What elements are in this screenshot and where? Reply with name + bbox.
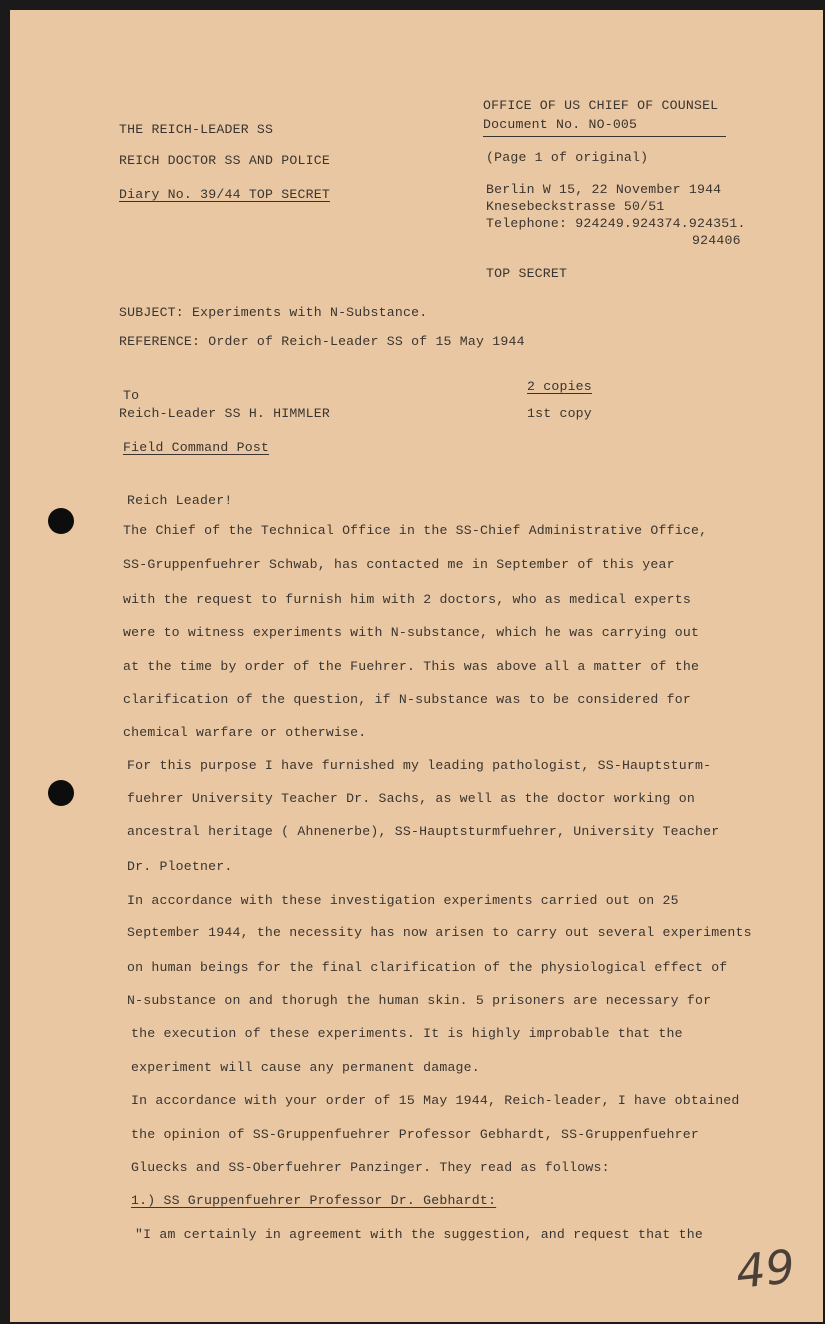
punch-hole-bottom bbox=[48, 780, 74, 806]
body-line: Dr. Ploetner. bbox=[127, 859, 233, 874]
diary-number: Diary No. 39/44 TOP SECRET bbox=[119, 187, 330, 202]
copies-count: 2 copies bbox=[527, 379, 592, 394]
body-line: September 1944, the necessity has now arisen to carry out several experiments bbox=[127, 925, 752, 940]
classification: TOP SECRET bbox=[486, 266, 568, 281]
salutation: Reich Leader! bbox=[127, 493, 233, 508]
body-line: SS-Gruppenfuehrer Schwab, has contacted me in September of this year bbox=[123, 557, 675, 572]
sender-title: THE REICH-LEADER SS bbox=[119, 122, 274, 137]
telephone-cont: 924406 bbox=[692, 233, 741, 248]
copy-number: 1st copy bbox=[527, 406, 592, 421]
body-line: In accordance with these investigation experiments carried out on 25 bbox=[127, 893, 679, 908]
body-line: N-substance on and thorugh the human skin. 5 prisoners are necessary for bbox=[127, 993, 712, 1008]
page-note: (Page 1 of original) bbox=[486, 150, 649, 165]
document-number: Document No. NO-005 bbox=[483, 117, 638, 132]
reference-line: REFERENCE: Order of Reich-Leader SS of 15 May 1944 bbox=[119, 334, 525, 349]
date-place: Berlin W 15, 22 November 1944 bbox=[486, 182, 722, 197]
body-line: the opinion of SS-Gruppenfuehrer Professor Gebhardt, SS-Gruppenfuehrer bbox=[131, 1127, 699, 1142]
section-heading: 1.) SS Gruppenfuehrer Professor Dr. Gebhardt: bbox=[131, 1193, 497, 1208]
body-line: chemical warfare or otherwise. bbox=[123, 725, 367, 740]
body-line: with the request to furnish him with 2 doctors, who as medical experts bbox=[123, 592, 691, 607]
stamp-underline bbox=[483, 136, 726, 137]
document-page bbox=[10, 10, 823, 1322]
body-line: were to witness experiments with N-substance, which he was carrying out bbox=[123, 625, 700, 640]
body-line: on human beings for the final clarification of the physiological effect of bbox=[127, 960, 728, 975]
punch-hole-top bbox=[48, 508, 74, 534]
body-line: The Chief of the Technical Office in the SS-Chief Administrative Office, bbox=[123, 523, 708, 538]
body-line: For this purpose I have furnished my leading pathologist, SS-Hauptsturm- bbox=[127, 758, 712, 773]
body-line: Gluecks and SS-Oberfuehrer Panzinger. They read as follows: bbox=[131, 1160, 610, 1175]
body-line: experiment will cause any permanent damage. bbox=[131, 1060, 480, 1075]
body-line: In accordance with your order of 15 May 1944, Reich-leader, I have obtained bbox=[131, 1093, 740, 1108]
sender-office: REICH DOCTOR SS AND POLICE bbox=[119, 153, 330, 168]
to-label: To bbox=[123, 388, 140, 403]
recipient-name: Reich-Leader SS H. HIMMLER bbox=[119, 406, 330, 421]
office-stamp: OFFICE OF US CHIEF OF COUNSEL bbox=[483, 98, 719, 113]
quote-line: "I am certainly in agreement with the suggestion, and request that the bbox=[135, 1227, 703, 1242]
recipient-location: Field Command Post bbox=[123, 440, 270, 455]
handwritten-page-number: 49 bbox=[733, 1239, 798, 1299]
subject-line: SUBJECT: Experiments with N-Substance. bbox=[119, 305, 428, 320]
telephone: Telephone: 924249.924374.924351. bbox=[486, 216, 746, 231]
body-line: fuehrer University Teacher Dr. Sachs, as well as the doctor working on bbox=[127, 791, 695, 806]
body-line: at the time by order of the Fuehrer. This was above all a matter of the bbox=[123, 659, 700, 674]
street-address: Knesebeckstrasse 50/51 bbox=[486, 199, 665, 214]
body-line: ancestral heritage ( Ahnenerbe), SS-Hauptsturmfuehrer, University Teacher bbox=[127, 824, 720, 839]
body-line: the execution of these experiments. It is highly improbable that the bbox=[131, 1026, 683, 1041]
body-line: clarification of the question, if N-substance was to be considered for bbox=[123, 692, 691, 707]
